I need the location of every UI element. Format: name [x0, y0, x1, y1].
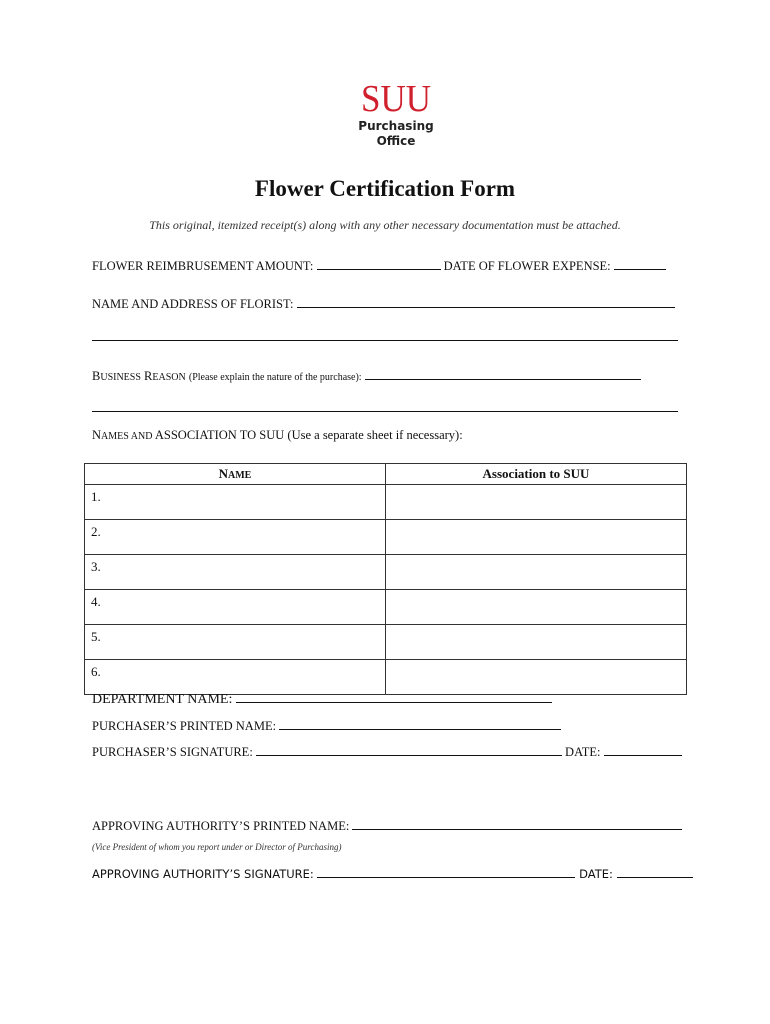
purchaser-signature-field[interactable] — [256, 744, 562, 756]
logo-line-2: Office — [376, 134, 416, 148]
business-reason-label: BUSINESS REASON — [92, 369, 186, 383]
table-header-row — [85, 464, 687, 485]
table-row — [85, 555, 687, 590]
department-row — [92, 691, 552, 708]
association-cell[interactable] — [386, 590, 687, 625]
expense-date-label: DATE OF FLOWER EXPENSE: — [443, 259, 611, 273]
association-cell[interactable] — [386, 625, 687, 660]
approving-signature-label: APPROVING AUTHORITY’S SIGNATURE: — [92, 867, 314, 881]
expense-date-field[interactable] — [614, 258, 666, 270]
name-cell[interactable]: 5. — [85, 625, 386, 660]
table-row — [85, 590, 687, 625]
florist-label: NAME AND ADDRESS OF FLORIST: — [92, 297, 294, 311]
florist-field[interactable] — [297, 296, 675, 308]
name-cell[interactable]: 4. — [85, 590, 386, 625]
department-field[interactable] — [236, 691, 552, 703]
name-cell[interactable]: 3. — [85, 555, 386, 590]
approving-printed-field[interactable] — [352, 818, 682, 830]
approving-printed-label: APPROVING AUTHORITY’S PRINTED NAME: — [92, 819, 350, 833]
purchaser-printed-label: PURCHASER’S PRINTED NAME: — [92, 719, 277, 733]
form-title: Flower Certification Form — [254, 176, 516, 201]
purchaser-printed-row — [92, 718, 561, 734]
name-cell[interactable]: 1. — [85, 485, 386, 520]
business-reason-field[interactable] — [365, 368, 641, 380]
approving-signature-row — [92, 866, 693, 881]
purchaser-date-field[interactable] — [604, 744, 682, 756]
suu-purchasing-logo — [0, 80, 770, 148]
approving-signature-field[interactable] — [317, 866, 575, 878]
business-reason-row — [92, 368, 641, 384]
amount-label: FLOWER REIMBRUSEMENT AMOUNT: — [92, 259, 314, 273]
table-row — [85, 485, 687, 520]
table-row — [85, 520, 687, 555]
approving-printed-row — [92, 818, 682, 834]
name-cell[interactable]: 6. — [85, 660, 386, 695]
table-row — [85, 625, 687, 660]
business-reason-hint: (Please explain the nature of the purchase): — [188, 372, 362, 383]
approving-authority-note: (Vice President of whom you report under or Director of Purchasing) — [92, 842, 342, 852]
name-column-header: NAME — [85, 464, 386, 485]
name-cell[interactable]: 2. — [85, 520, 386, 555]
florist-field-line-2[interactable] — [92, 340, 678, 341]
association-column-header: Association to SUU — [386, 464, 687, 485]
association-cell[interactable] — [386, 555, 687, 590]
names-association-table — [84, 463, 687, 695]
suu-logo-mark: SUU — [361, 78, 431, 120]
amount-field[interactable] — [317, 258, 441, 270]
approving-date-label: DATE: — [579, 867, 613, 881]
approving-date-field[interactable] — [617, 866, 693, 878]
purchaser-signature-label: PURCHASER’S SIGNATURE: — [92, 745, 253, 759]
department-label: DEPARTMENT NAME: — [92, 692, 233, 707]
association-cell[interactable] — [386, 485, 687, 520]
purchaser-signature-row — [92, 744, 682, 760]
receipt-note: This original, itemized receipt(s) along with any other necessary documentation must be attached. — [149, 218, 621, 232]
association-cell[interactable] — [386, 660, 687, 695]
business-reason-field-line-2[interactable] — [92, 411, 678, 412]
table-row — [85, 660, 687, 695]
purchaser-printed-field[interactable] — [279, 718, 561, 730]
amount-row — [92, 258, 666, 274]
logo-line-1: Purchasing — [358, 119, 434, 133]
association-cell[interactable] — [386, 520, 687, 555]
names-heading: NAMES AND ASSOCIATION TO SUU (Use a separate sheet if necessary): — [92, 428, 463, 442]
florist-row — [92, 296, 675, 312]
purchaser-date-label: DATE: — [565, 745, 601, 759]
